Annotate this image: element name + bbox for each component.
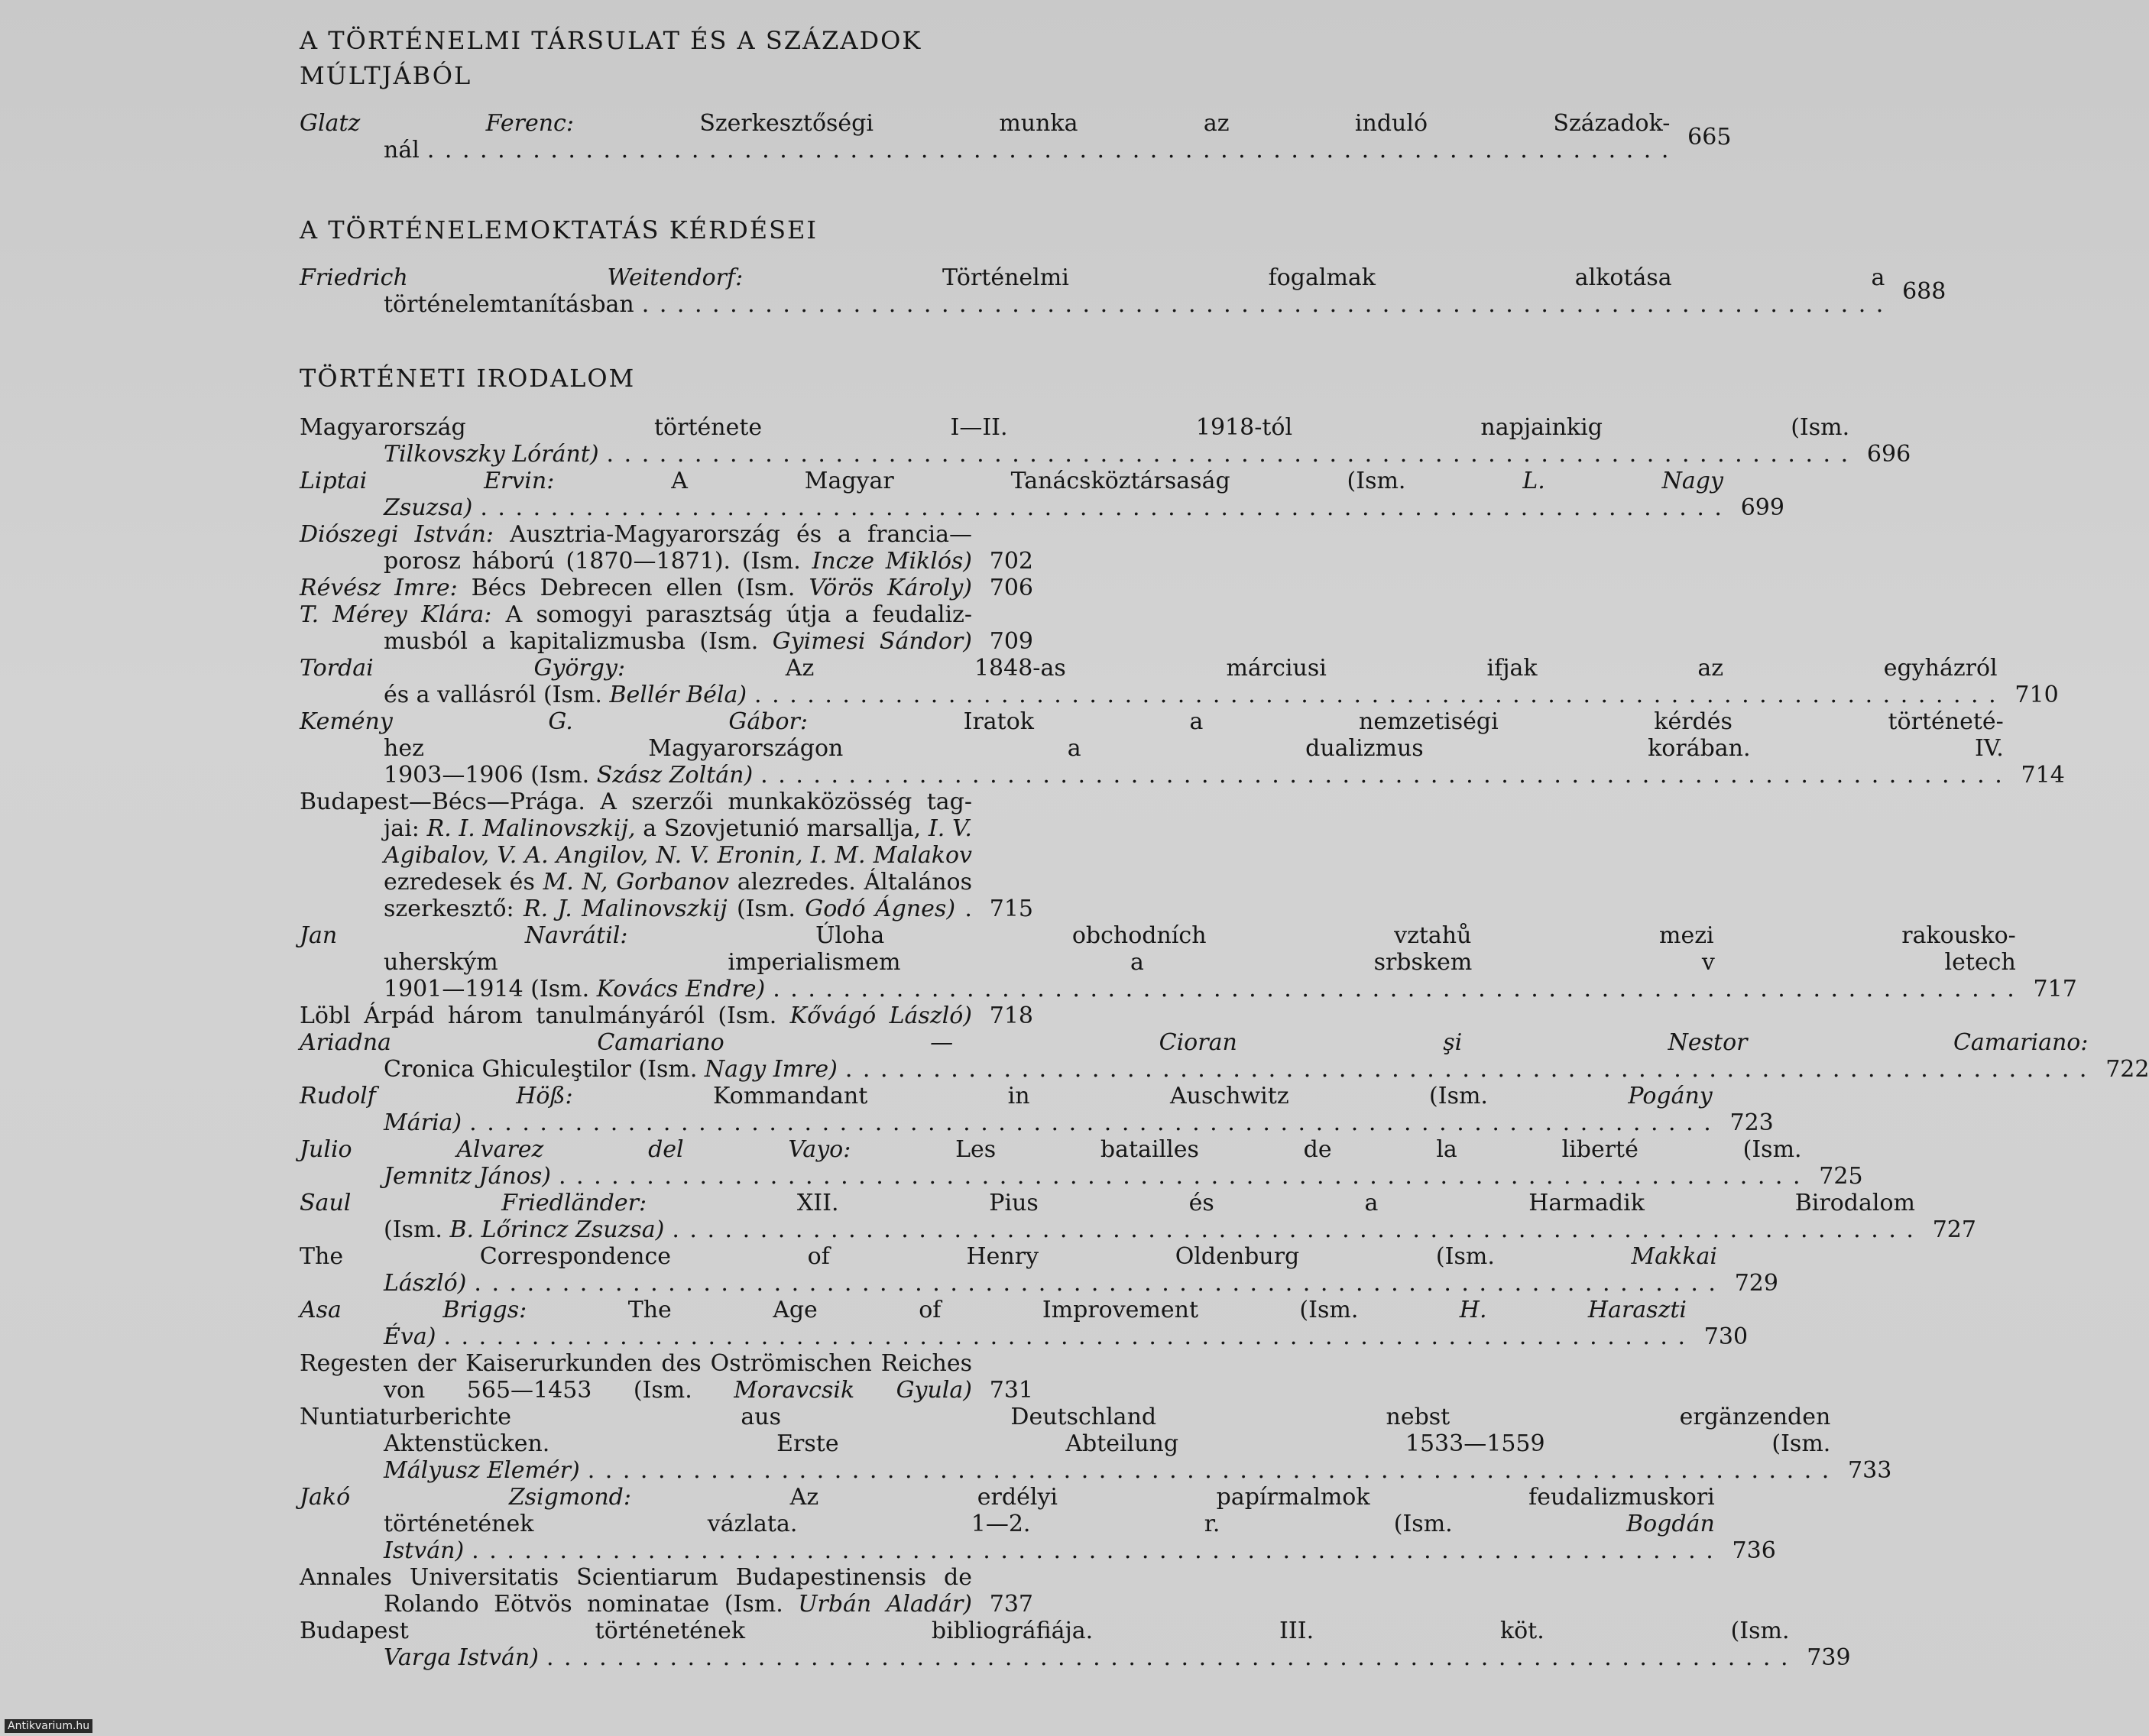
toc-entry[interactable]: T. Mérey Klára: A somogyi parasztság útja a feudaliz- musból a kapitalizmusba (Ism. Gyimesi Sándor) 709 <box>300 601 1033 655</box>
page-number: 736 <box>1732 1537 1776 1564</box>
page-number: 737 <box>989 1591 1033 1618</box>
toc-entry[interactable]: Friedrich Weitendorf: Történelmi fogalmak alkotása a történelemtanításban . . . 688 <box>300 264 1033 318</box>
toc-entry[interactable]: Julio Alvarez del Vayo: Les batailles de la liberté (Ism. Jemnitz János) . . . 725 <box>300 1136 1033 1190</box>
section-oktatas <box>300 212 1946 318</box>
toc-entry[interactable]: Magyarország története I—II. 1918-tól napjainkig (Ism. Tilkovszky Lóránt) . . . 696 <box>300 414 1033 468</box>
toc-entry[interactable]: Liptai Ervin: A Magyar Tanácsköztársaság (Ism. L. Nagy Zsuzsa) . . . 699 <box>300 468 1033 521</box>
page-number: 725 <box>1819 1163 1863 1190</box>
toc-entry[interactable]: Jan Navrátil: Úloha obchodních vztahů mezi rakousko- uherským imperialismem a srbskem v letech 1901—1914 (Ism. Kovács Endre) . . . 717 <box>300 922 1033 1002</box>
watermark: Antikvarium.hu <box>5 1719 92 1733</box>
page-number: 718 <box>989 1002 1033 1029</box>
toc-entry[interactable]: The Correspondence of Henry Oldenburg (Ism. Makkai László) . . . 729 <box>300 1243 1033 1297</box>
toc-entry[interactable]: Diószegi István: Ausztria-Magyarország és a francia— porosz háború (1870—1871). (Ism. Incze Miklós) 702 <box>300 521 1033 575</box>
page-number: 727 <box>1932 1216 1976 1243</box>
page-number: 665 <box>1687 123 1732 151</box>
toc-entry[interactable]: Kemény G. Gábor: Iratok a nemzetiségi kérdés történeté- hez Magyarországon a dualizmus korában. IV. 1903—1906 (Ism. Szász Zoltán) . . . 714 <box>300 708 1033 789</box>
page-number: 706 <box>989 575 1033 601</box>
page-number: 709 <box>989 628 1033 655</box>
toc-entry[interactable]: Regesten der Kaiserurkunden des Oströmischen Reiches von 565—1453 (Ism. Moravcsik Gyula) 731 <box>300 1350 1033 1404</box>
author: Friedrich Weitendorf: <box>300 264 744 291</box>
toc-entry[interactable]: Révész Imre: Bécs Debrecen ellen (Ism. Vörös Károly) 706 <box>300 575 1033 601</box>
page-number: 710 <box>2014 682 2059 708</box>
page-number: 729 <box>1734 1270 1778 1297</box>
page-number: 730 <box>1703 1323 1749 1350</box>
toc-entry[interactable]: Budapest—Bécs—Prága. A szerzői munkaközösség tag- jai: R. I. Malinovszkij, a Szovjetunió marsallja, I. V. Agibalov, V. A. Angilov, N. V. Eronin, I. M. Malakov ezredesek és M. N, Gorbanov alezredes. Általános szerkesztő: R. J. Malinovszkij (Ism. Godó Ágnes) . 715 <box>300 789 1033 922</box>
section-title: TÖRTÉNETI IRODALOM <box>300 364 636 393</box>
table-of-contents <box>300 18 2149 1671</box>
page-number: 715 <box>989 896 1033 922</box>
page-number: 702 <box>989 548 1033 575</box>
section-title: A TÖRTÉNELEMOKTATÁS KÉRDÉSEI <box>300 215 818 245</box>
toc-entry[interactable]: Löbl Árpád három tanulmányáról (Ism. Kővágó László) 718 <box>300 1002 1033 1029</box>
section-title: A TÖRTÉNELMI TÁRSULAT ÉS A SZÁZADOK MÚLTJÁBÓL <box>300 26 922 90</box>
toc-entry[interactable]: Asa Briggs: The Age of Improvement (Ism. H. Haraszti Éva) . . . 730 <box>300 1297 1033 1350</box>
page-number: 714 <box>2021 762 2065 789</box>
page-number: 733 <box>1848 1457 1892 1484</box>
toc-entry[interactable]: Jakó Zsigmond: Az erdélyi papírmalmok feudalizmuskori történetének vázlata. 1—2. r. (Ism. Bogdán István) . . . 736 <box>300 1484 1033 1564</box>
page-number: 699 <box>1740 494 1784 521</box>
page-number: 739 <box>1807 1644 1851 1671</box>
page-number: 723 <box>1729 1109 1774 1136</box>
toc-entry[interactable]: Budapest történetének bibliográfiája. III. köt. (Ism. Varga István) . . . 739 <box>300 1618 1033 1671</box>
page-number: 688 <box>1902 277 1946 305</box>
page-number: 717 <box>2033 976 2077 1002</box>
toc-entry[interactable]: Nuntiaturberichte aus Deutschland nebst ergänzenden Aktenstücken. Erste Abteilung 1533—1559 (Ism. Mályusz Elemér) . . . 733 <box>300 1404 1033 1484</box>
author: Glatz Ferenc: <box>300 110 574 137</box>
page-number: 722 <box>2105 1056 2149 1083</box>
toc-entry[interactable]: Annales Universitatis Scientiarum Budapestinensis de Rolando Eötvös nominatae (Ism. Urbán Aladár) 737 <box>300 1564 1033 1618</box>
toc-entry[interactable]: Ariadna Camariano — Cioran şi Nestor Camariano: Cronica Ghiculeştilor (Ism. Nagy Imre) . . . 722 <box>300 1029 1033 1083</box>
page-number: 696 <box>1866 441 1911 468</box>
toc-entry[interactable]: Glatz Ferenc: Szerkesztőségi munka az induló Századok- nál . . . 665 <box>300 110 1033 164</box>
page-number: 731 <box>989 1377 1033 1404</box>
section-tarsulat <box>300 23 1732 164</box>
toc-entry[interactable]: Saul Friedländer: XII. Pius és a Harmadik Birodalom (Ism. B. Lőrincz Zsuzsa) . . . 727 <box>300 1190 1033 1243</box>
section-irodalom <box>300 361 2149 1671</box>
toc-entry[interactable]: Tordai György: Az 1848-as márciusi ifjak az egyházról és a vallásról (Ism. Bellér Béla) . . . 710 <box>300 655 1033 708</box>
toc-entry[interactable]: Rudolf Höß: Kommandant in Auschwitz (Ism. Pogány Mária) . . . 723 <box>300 1083 1033 1136</box>
